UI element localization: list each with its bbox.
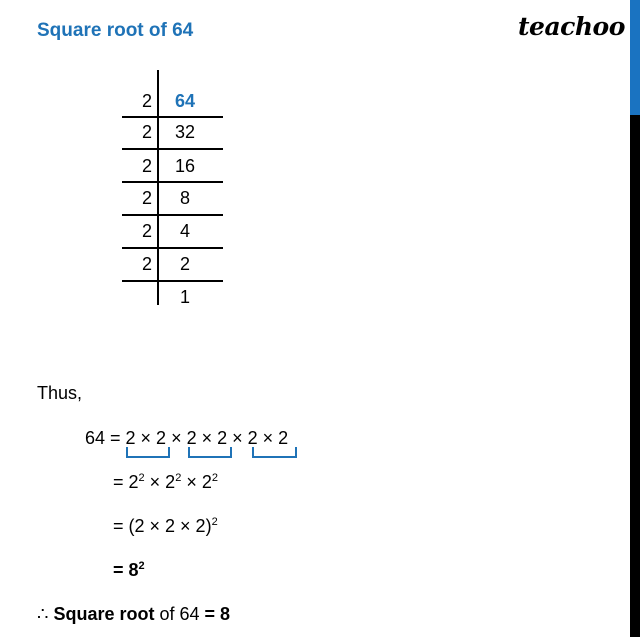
- quotient: 2: [179, 254, 190, 274]
- powers-line: = $2^2 \times 2^2 \times 2^2$: [113, 472, 218, 492]
- divisor: 2: [141, 254, 152, 274]
- divisor: 2: [141, 188, 152, 208]
- division-line: [122, 181, 223, 183]
- divisor: 2: [141, 156, 152, 176]
- teachoo-logo: teachoo: [518, 12, 625, 41]
- dividend: 64: [174, 91, 196, 111]
- divisor: 2: [141, 122, 152, 142]
- division-line: [122, 116, 223, 118]
- division-line: [122, 148, 223, 150]
- conclusion: ∴ Square root of 64 = 8: [37, 604, 231, 624]
- division-line: [122, 214, 223, 216]
- quotient: 4: [179, 221, 190, 241]
- division-line: [122, 247, 223, 249]
- result-line: = $8^2$: [113, 560, 145, 580]
- quotient: 32: [174, 122, 196, 142]
- quotient: 8: [179, 188, 190, 208]
- quotient: 16: [174, 156, 196, 176]
- quotient: 1: [179, 287, 190, 307]
- thus-text: Thus,: [37, 383, 83, 403]
- pair-bracket: [188, 447, 232, 458]
- page-title: Square root of 64: [37, 20, 194, 41]
- division-vertical-line: [157, 70, 159, 305]
- divisor: 2: [141, 91, 152, 111]
- scrollbar-track[interactable]: [630, 115, 640, 637]
- grouped-line: = $(2 \times 2 \times 2)^2$: [113, 516, 218, 536]
- pair-bracket: [126, 447, 170, 458]
- division-line: [122, 280, 223, 282]
- factorization-line: 64 = 2 × 2 × 2 × 2 × 2 × 2: [85, 428, 289, 448]
- divisor: 2: [141, 221, 152, 241]
- pair-bracket: [252, 447, 297, 458]
- scrollbar-thumb[interactable]: [630, 0, 640, 115]
